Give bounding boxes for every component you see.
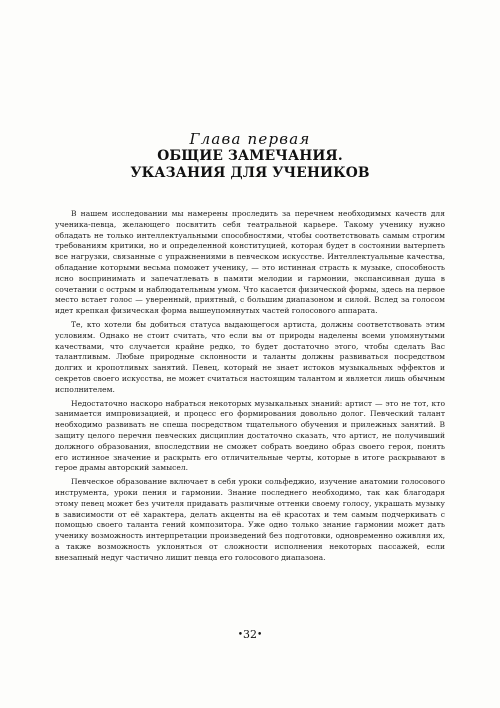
chapter-title-line-2: УКАЗАНИЯ ДЛЯ УЧЕНИКОВ — [130, 165, 370, 181]
paragraph: Певческое образование включает в себя уроки сольфеджио, изучение анатомии голосового инструмента, уроки пения и гармонии. Знание последнего необходимо, так как благодаря этому певец может без учителя придавать различные оттенки своему голосу, украшать музыку в зависимости от её характера, делать акценты на её красотах и тем самым подчеркивать с помощью своего таланта гений композитора. Уже одно только знание гармонии может дать ученику возможность интерпретации произведений без подготовки, одновременно оживляя их, а также возможность уклоняться от сложности исполнения некоторых пассажей, если внезапный недуг частично лишит певца его голосового диапазона. — [55, 477, 445, 562]
paragraph: Те, кто хотели бы добиться статуса выдающегося артиста, должны соответствовать этим условиям. Однако не стоит считать, что если вы от природы наделены всеми упомянутыми качествами, что случается крайне редко, то будет достаточно этого, чтобы сделать Вас талантливым. Любые природные склонности и таланты должны развиваться посредством долгих и кропотливых занятий. Певец, который не знает истоков музыкальных эффектов и секретов своего искусства, не может считаться настоящим талантом и является лишь обычным исполнителем. — [55, 319, 445, 394]
page-number-value: 32 — [243, 628, 257, 641]
chapter-label: Глава первая — [189, 130, 311, 148]
chapter-body — [55, 209, 445, 567]
page-number-right-dot: • — [257, 630, 263, 640]
page-number — [0, 628, 500, 641]
paragraph: В нашем исследовании мы намерены проследить за перечнем необходимых качеств для ученика-певца, желающего посвятить себя театральной карьере. Такому ученику нужно обладать не только интеллектуальными способностями, чтобы соответствовать самым строгим требованиям критики, но и определенной конституцией, которая будет в состоянии вытерпеть все нагрузки, связанные с упражнениями в певческом искусстве. Интеллектуальные качества, обладание которыми весьма поможет ученику, — это истинная страсть к музыке, способность ясно воспринимать и запечатлевать в памяти мелодии и гармонии, экспансивная душа в сочетании с острым и наблюдательным умом. Что касается физической формы, здесь на первое место встает голос — уверенный, приятный, с большим диапазоном и силой. Вслед за голосом идет крепкая физическая форма вышеупомянутых частей голосового аппарата. — [55, 209, 445, 316]
paragraph: Недостаточно наскоро набраться некоторых музыкальных знаний: артист — это не тот, кто занимается импровизацией, и процесс его формирования довольно долог. Певческий талант необходимо развивать не спеша посредством тщательного обучения и прилежных занятий. В защиту целого перечня певческих дисциплин достаточно сказать, что артист, не получивший должного образования, впоследствии не сможет собрать воедино образ своего героя, понять его истинное значение и раскрыть его отличительные черты, которые в итоге раскрывают в герое драмы авторский замысел. — [55, 398, 445, 473]
chapter-title-line-1: ОБЩИЕ ЗАМЕЧАНИЯ. — [157, 148, 343, 164]
chapter-heading — [50, 130, 450, 182]
page-number-left-dot: • — [237, 630, 243, 640]
